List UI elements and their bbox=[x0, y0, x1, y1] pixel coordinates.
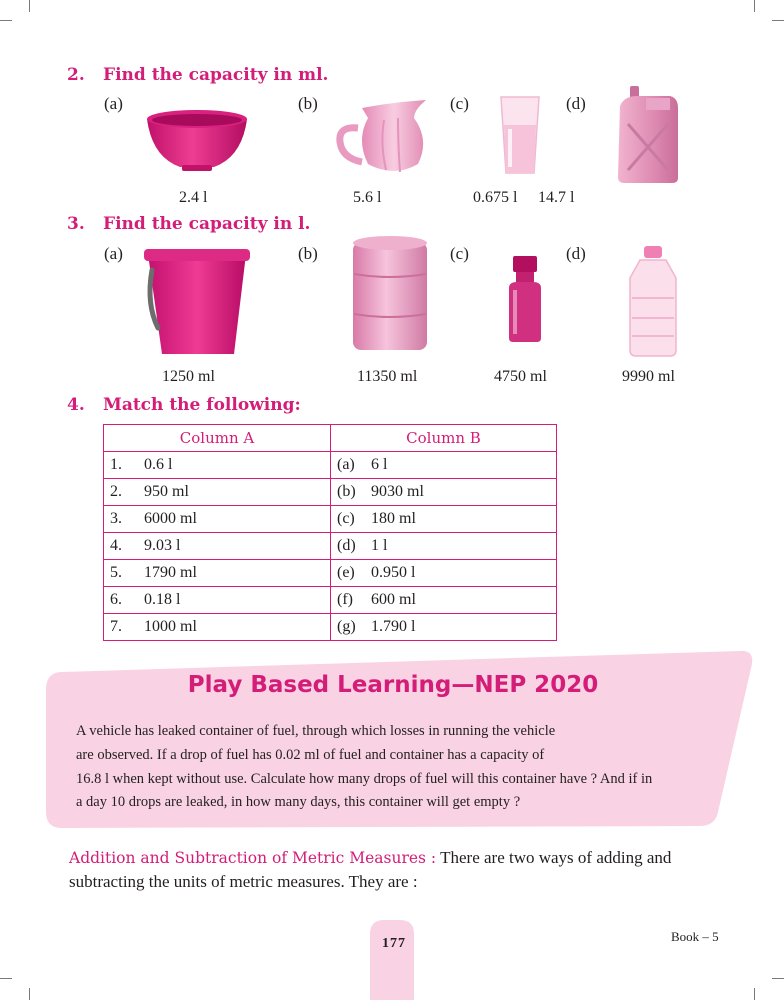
item-number: 3. bbox=[110, 510, 122, 527]
section-heading: Addition and Subtraction of Metric Measures : bbox=[69, 849, 437, 867]
item-value: 0.950 l bbox=[371, 564, 416, 581]
option-label: (a) bbox=[104, 244, 123, 263]
crop-mark bbox=[754, 988, 755, 1000]
item-number: 6. bbox=[110, 591, 122, 608]
capacity-value: 11350 ml bbox=[357, 368, 418, 385]
option-label: (d) bbox=[566, 94, 586, 113]
item-number: 2. bbox=[110, 483, 122, 500]
item-value: 1790 ml bbox=[144, 564, 197, 581]
item-value: 0.6 l bbox=[144, 456, 173, 473]
capacity-value: 4750 ml bbox=[494, 368, 547, 385]
item-value: 1 l bbox=[371, 537, 388, 554]
item-value: 1.790 l bbox=[371, 618, 416, 635]
capacity-value: 0.675 l bbox=[473, 189, 518, 206]
option-label: (b) bbox=[298, 244, 318, 263]
option-label: (d) bbox=[566, 244, 586, 263]
item-value: 9030 ml bbox=[371, 483, 424, 500]
question-title: Match the following: bbox=[103, 395, 301, 415]
item-number: (a) bbox=[337, 456, 355, 473]
capacity-value: 5.6 l bbox=[353, 189, 382, 206]
item-value: 9.03 l bbox=[144, 537, 181, 554]
option-label: (c) bbox=[450, 94, 469, 113]
item-number: (e) bbox=[337, 564, 355, 581]
option-label: (c) bbox=[450, 244, 469, 263]
pbl-text-line: A vehicle has leaked container of fuel, through which losses in running the vehicle bbox=[76, 723, 556, 739]
item-value: 0.18 l bbox=[144, 591, 181, 608]
capacity-value: 2.4 l bbox=[179, 189, 208, 206]
item-number: (c) bbox=[337, 510, 355, 527]
item-value: 600 ml bbox=[371, 591, 416, 608]
question-title: Find the capacity in l. bbox=[103, 214, 311, 234]
capacity-value: 1250 ml bbox=[162, 368, 215, 385]
pbl-text-line: a day 10 drops are leaked, in how many days, this container will get empty ? bbox=[76, 794, 521, 810]
item-number: (g) bbox=[337, 618, 356, 635]
capacity-value: 9990 ml bbox=[622, 368, 675, 385]
crop-mark bbox=[0, 978, 12, 979]
item-number: (d) bbox=[337, 537, 356, 554]
crop-mark bbox=[29, 988, 30, 1000]
item-number: 7. bbox=[110, 618, 122, 635]
question-number: 3. bbox=[67, 214, 85, 234]
section-text: There are two ways of adding and bbox=[436, 848, 672, 867]
column-a-header: Column A bbox=[104, 425, 331, 452]
item-number: 1. bbox=[110, 456, 122, 473]
item-number: 4. bbox=[110, 537, 122, 554]
option-label: (b) bbox=[298, 94, 318, 113]
book-label: Book – 5 bbox=[671, 929, 719, 944]
item-value: 6 l bbox=[371, 456, 388, 473]
page-number: 177 bbox=[382, 936, 406, 951]
column-b-header: Column B bbox=[331, 425, 557, 452]
crop-mark bbox=[772, 978, 784, 979]
pbl-text-line: 16.8 l when kept without use. Calculate how many drops of fuel will this container have ? And if in bbox=[76, 771, 653, 787]
item-value: 6000 ml bbox=[144, 510, 197, 527]
item-number: (f) bbox=[337, 591, 353, 608]
page-number-tab bbox=[370, 920, 414, 1000]
question-title: Find the capacity in ml. bbox=[103, 65, 329, 85]
pbl-title: Play Based Learning—NEP 2020 bbox=[187, 672, 599, 698]
item-value: 1000 ml bbox=[144, 618, 197, 635]
capacity-value: 14.7 l bbox=[538, 189, 575, 206]
item-number: 5. bbox=[110, 564, 122, 581]
item-value: 950 ml bbox=[144, 483, 189, 500]
question-number: 2. bbox=[67, 65, 85, 85]
option-label: (a) bbox=[104, 94, 123, 113]
item-value: 180 ml bbox=[371, 510, 416, 527]
section-text: subtracting the units of metric measures. They are : bbox=[69, 872, 418, 891]
item-number: (b) bbox=[337, 483, 356, 500]
section-intro-line bbox=[69, 848, 671, 868]
pbl-text-line: are observed. If a drop of fuel has 0.02 ml of fuel and container has a capacity of bbox=[76, 747, 545, 763]
question-number: 4. bbox=[67, 395, 85, 415]
